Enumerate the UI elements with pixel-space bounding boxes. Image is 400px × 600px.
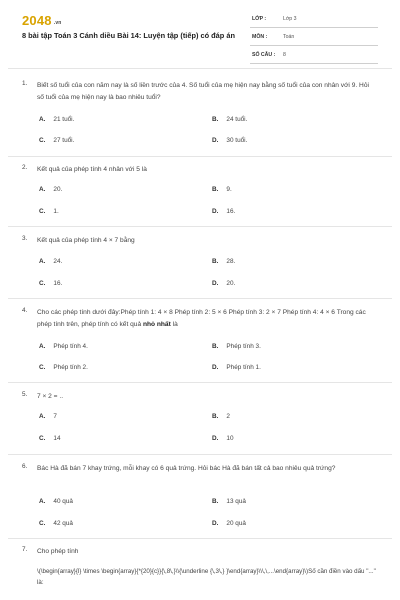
question-divider <box>8 226 392 227</box>
option-text: 1. <box>53 208 59 215</box>
option-letter: B. <box>212 116 219 123</box>
option-c[interactable] <box>39 137 74 144</box>
option-c[interactable] <box>39 364 88 371</box>
meta-value: Toán <box>283 34 295 40</box>
option-text: 20. <box>226 280 236 287</box>
option-letter: B. <box>212 498 219 505</box>
meta-info <box>250 14 378 68</box>
option-text: 24 tuổi. <box>226 116 248 123</box>
question-text-part: là <box>170 321 178 328</box>
option-text: 13 quả <box>226 498 246 505</box>
question-divider <box>8 454 392 455</box>
option-a[interactable] <box>39 186 62 193</box>
question-number: 2. <box>22 164 28 171</box>
option-letter: D. <box>212 137 219 144</box>
question-number: 7. <box>22 546 28 553</box>
question-number: 6. <box>22 463 28 470</box>
question-text: Bác Hà đã bán 7 khay trứng, mỗi khay có 6 quả trứng. Hỏi bác Hà đã bán tất cả bao nhiêu quả trứng? <box>37 465 336 472</box>
question-divider <box>8 538 392 539</box>
option-text: 14 <box>53 435 61 442</box>
option-c[interactable] <box>39 208 59 215</box>
option-letter: D. <box>212 520 219 527</box>
document-title: 8 bài tập Toán 3 Cánh diều Bài 14: Luyện tập (tiếp) có đáp án <box>22 31 235 40</box>
option-letter: D. <box>212 208 219 215</box>
option-letter: A. <box>39 343 46 350</box>
question-text-emphasis: nhỏ nhất <box>142 321 171 328</box>
option-letter: C. <box>39 435 46 442</box>
option-letter: A. <box>39 116 46 123</box>
option-letter: C. <box>39 137 46 144</box>
option-text: 2 <box>226 413 230 420</box>
question-number: 5. <box>22 391 28 398</box>
option-a[interactable] <box>39 343 88 350</box>
option-text: 16. <box>53 280 63 287</box>
question-text-part: Cho các phép tính dưới đây:Phép tính 1: 4 × 8 Phép tính 2: 5 × 6 Phép tính 3: 2 × 7 Phép tính 4: 4 × 6 Trong các phép tính trên, phép tính có kết quả <box>37 309 366 328</box>
option-d[interactable] <box>212 520 246 527</box>
option-a[interactable] <box>39 116 74 123</box>
question-text: 7 × 2 = .. <box>37 393 64 400</box>
option-d[interactable] <box>212 435 234 442</box>
option-letter: C. <box>39 280 46 287</box>
question-latex-text: \(\begin{array}{l} \times \begin{array}{*{20}{c}}{\,8\,}\\{\underline {\,3\,} }\end{array}\\\,\,...\end{array}\)Số cần điền vào dấu "..." là: <box>37 568 376 586</box>
option-text: 10 <box>226 435 234 442</box>
option-letter: A. <box>39 498 46 505</box>
question-divider <box>8 298 392 299</box>
question-number: 1. <box>22 80 28 87</box>
option-b[interactable] <box>212 498 246 505</box>
option-d[interactable] <box>212 364 261 371</box>
option-letter: C. <box>39 520 46 527</box>
option-text: 40 quả <box>53 498 73 505</box>
option-text: 20 quả <box>226 520 246 527</box>
option-letter: A. <box>39 413 46 420</box>
meta-row-subject <box>250 32 378 46</box>
option-text: 16. <box>226 208 236 215</box>
option-text: 27 tuổi. <box>53 137 75 144</box>
question-divider <box>8 156 392 157</box>
question-text: Biết số tuổi của con năm nay là số liền trước của 4. Số tuổi của mẹ hiện nay bằng số tuổi của con nhân với 9. Hỏi số tuổi của mẹ hiện nay là bao nhiêu tuổi? <box>37 82 369 101</box>
option-text: Phép tính 4. <box>53 343 88 350</box>
question-divider <box>8 382 392 383</box>
question-number: 3. <box>22 235 28 242</box>
option-a[interactable] <box>39 258 62 265</box>
option-text: 30 tuổi. <box>226 137 248 144</box>
option-letter: B. <box>212 343 219 350</box>
option-letter: D. <box>212 280 219 287</box>
option-b[interactable] <box>212 186 232 193</box>
header <box>0 0 400 66</box>
option-text: Phép tính 2. <box>53 364 88 371</box>
option-d[interactable] <box>212 280 235 287</box>
meta-value: Lớp 3 <box>283 16 297 22</box>
option-text: 9. <box>226 186 232 193</box>
logo-text: 2048 <box>22 13 52 28</box>
question-text: Kết quả của phép tính 4 nhân với 5 là <box>37 166 147 173</box>
option-c[interactable] <box>39 280 62 287</box>
meta-row-grade <box>250 14 378 28</box>
option-text: 20. <box>53 186 63 193</box>
option-c[interactable] <box>39 435 61 442</box>
option-text: 24. <box>53 258 63 265</box>
question-text: Cho phép tính <box>37 548 79 555</box>
option-b[interactable] <box>212 413 230 420</box>
option-letter: D. <box>212 364 219 371</box>
header-divider <box>8 68 392 69</box>
option-text: 28. <box>226 258 236 265</box>
option-text: 21 tuổi. <box>53 116 75 123</box>
option-text: 42 quả <box>53 520 73 527</box>
question-text: Kết quả của phép tính 4 × 7 bằng <box>37 237 135 244</box>
meta-row-question-count <box>250 50 378 64</box>
option-a[interactable] <box>39 413 57 420</box>
option-letter: B. <box>212 186 219 193</box>
meta-value: 8 <box>283 52 286 58</box>
logo-suffix: .vn <box>53 20 62 26</box>
option-c[interactable] <box>39 520 73 527</box>
meta-label: SỐ CÂU : <box>252 52 276 58</box>
site-logo[interactable] <box>22 13 62 28</box>
question-text <box>37 307 377 331</box>
option-text: Phép tính 1. <box>226 364 261 371</box>
option-letter: B. <box>212 413 219 420</box>
option-letter: A. <box>39 186 46 193</box>
option-b[interactable] <box>212 258 235 265</box>
option-b[interactable] <box>212 116 247 123</box>
option-letter: C. <box>39 208 46 215</box>
option-d[interactable] <box>212 137 247 144</box>
option-text: 7 <box>53 413 57 420</box>
option-b[interactable] <box>212 343 261 350</box>
option-letter: A. <box>39 258 46 265</box>
option-a[interactable] <box>39 498 73 505</box>
option-letter: B. <box>212 258 219 265</box>
meta-label: LỚP : <box>252 16 267 22</box>
question-number: 4. <box>22 307 28 314</box>
option-d[interactable] <box>212 208 235 215</box>
meta-label: MÔN : <box>252 34 268 40</box>
option-letter: C. <box>39 364 46 371</box>
option-letter: D. <box>212 435 219 442</box>
option-text: Phép tính 3. <box>226 343 261 350</box>
